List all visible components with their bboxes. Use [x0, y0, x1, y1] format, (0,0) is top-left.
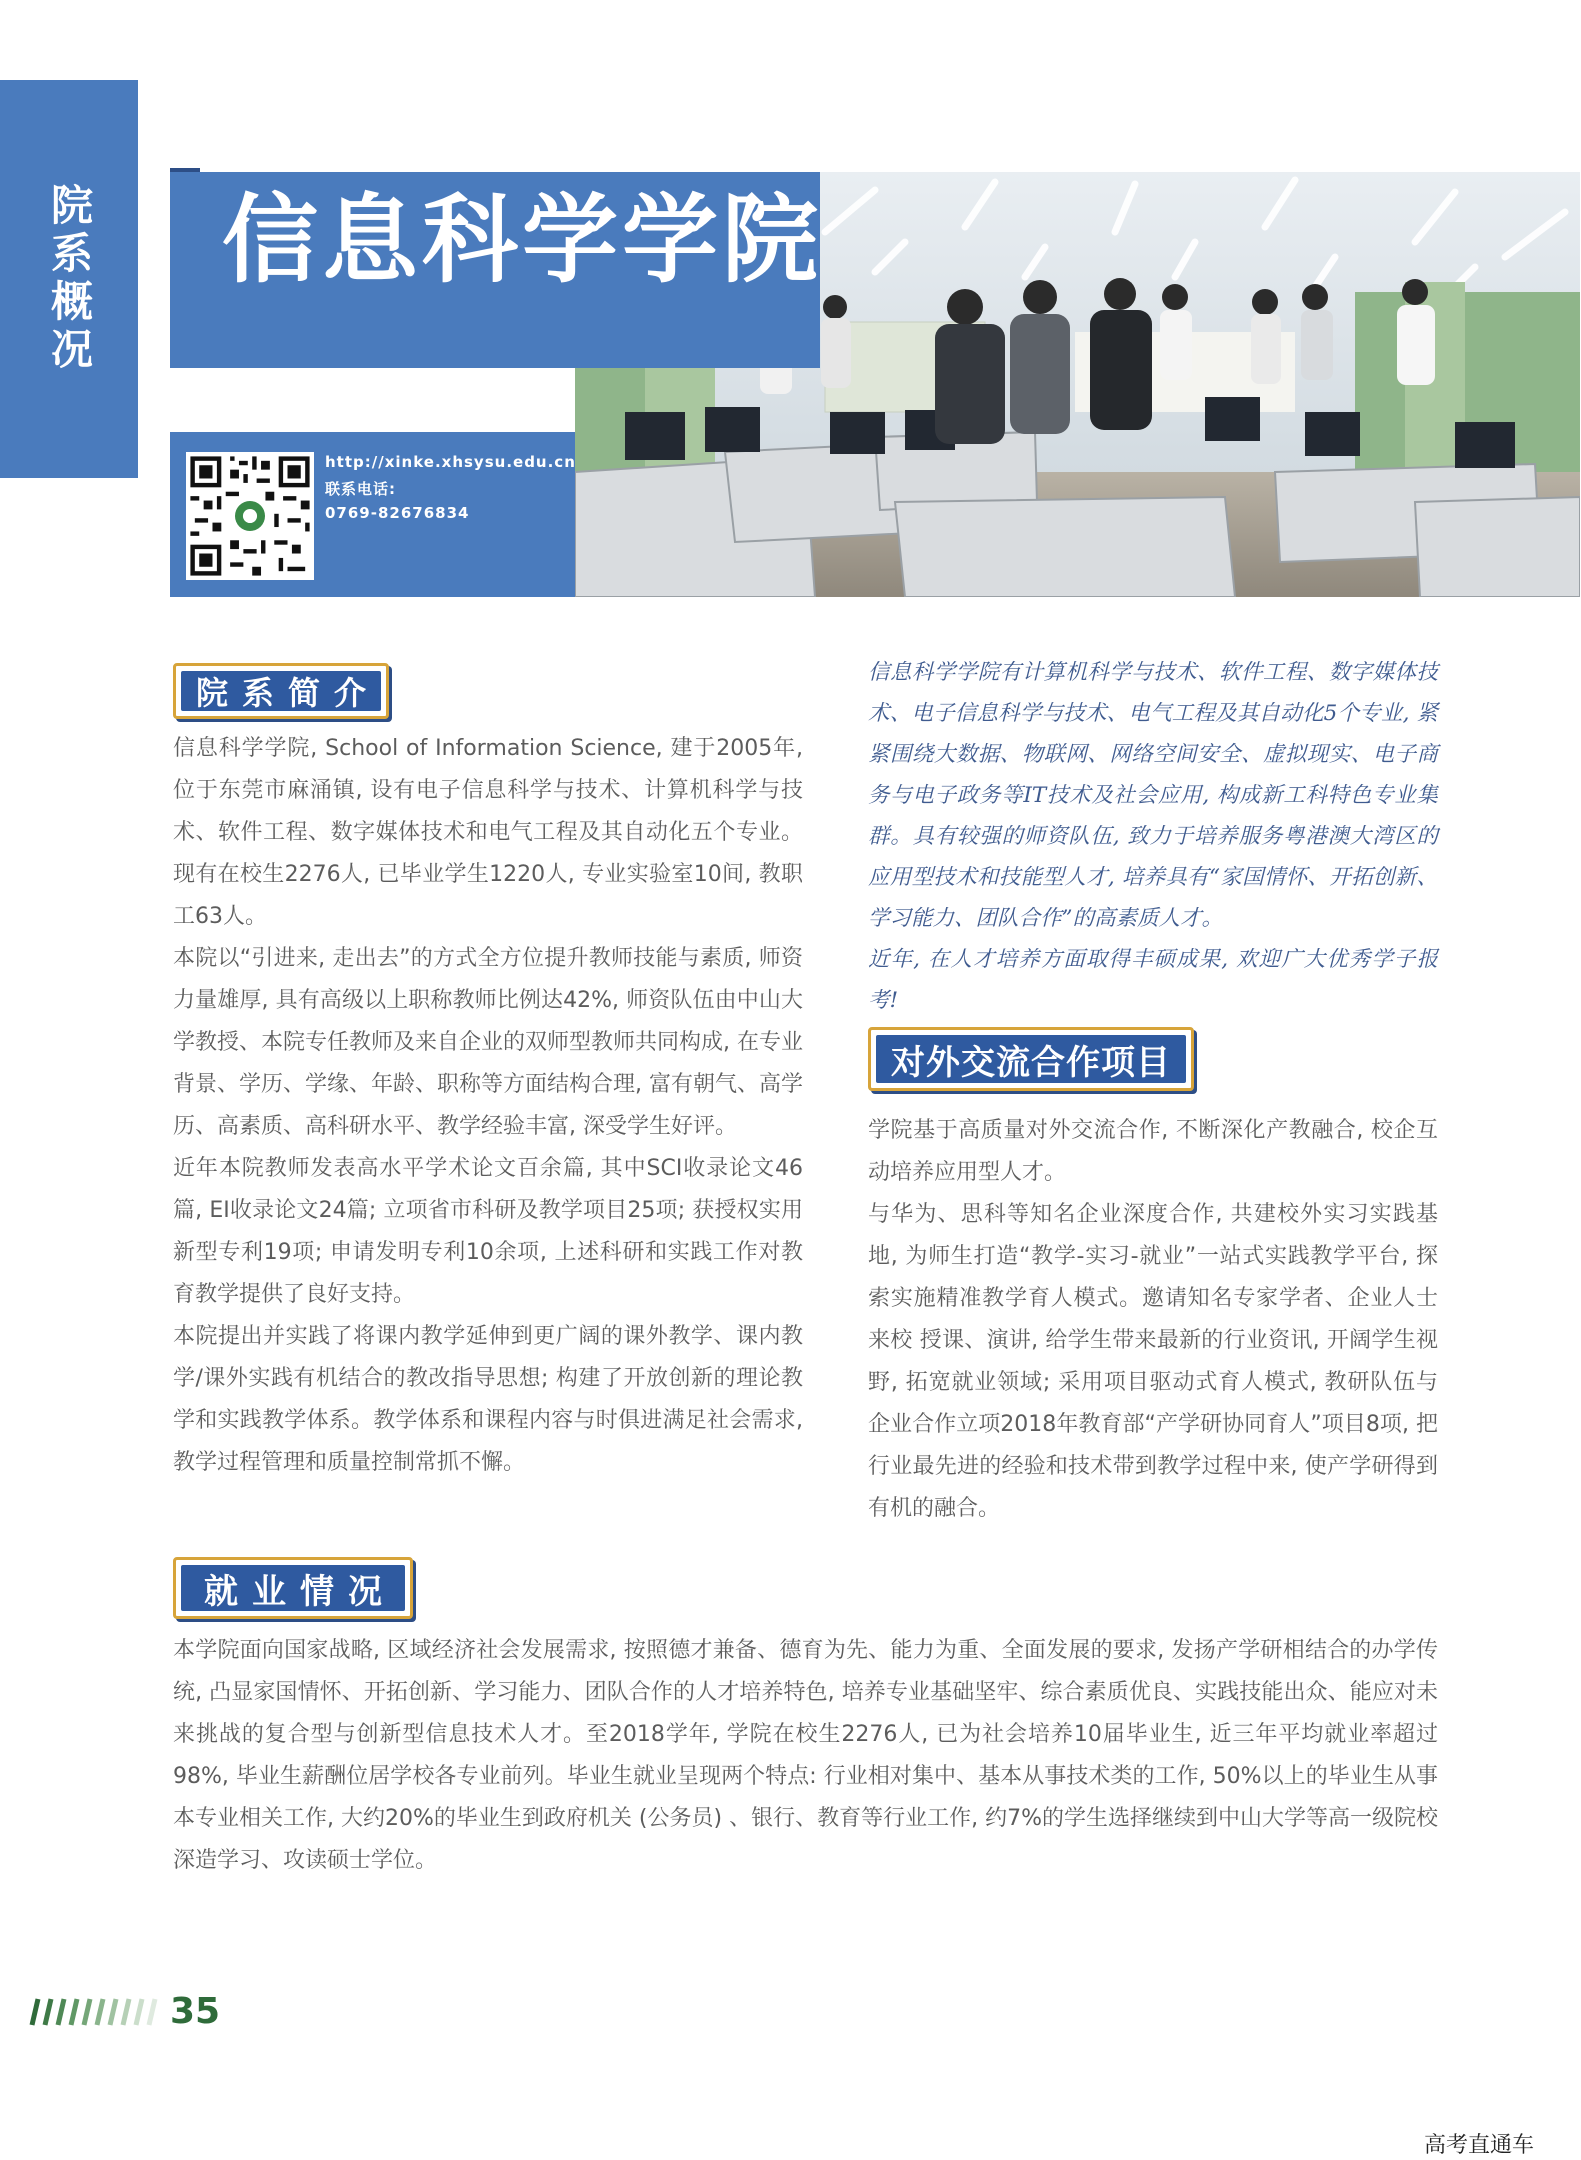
cooperation-paragraph-2: 与华为、思科等知名企业深度合作, 共建校外实习实践基地, 为师生打造“教学-实习-就业”一站式实践教学平台, 探索实施精准教学育人模式。邀请知名专家学者、企业人士来校 授课、演讲, 给学生带来最新的行业资讯, 开阔学生视野, 拓宽就业领域; 采用项目驱动式育人模式, 教研队伍与企业合作立项2018年教育部“产学研协同育人”项目8项, 把行业最先进的经验和技术带到教学过程中来, 使产学研得到有机的融合。	[868, 1202, 1438, 1521]
section-heading-intro-label: 院系简介	[181, 671, 381, 711]
employment-column	[173, 1630, 1438, 1882]
section-heading-cooperation	[868, 1027, 1194, 1091]
page-number: 35	[170, 1991, 221, 2032]
watermark: 高考直通车	[1424, 2133, 1535, 2158]
contact-phone-label: 联系电话:	[325, 480, 396, 498]
section-heading-intro	[173, 663, 389, 719]
section-heading-employment-label: 就业情况	[181, 1565, 405, 1611]
intro-continued-paragraph-1: 信息科学学院有计算机科学与技术、软件工程、数字媒体技术、电子信息科学与技术、电气工程及其自动化5个专业, 紧紧围绕大数据、物联网、网络空间安全、虚拟现实、电子商务与电子政务等IT技术及社会应用, 构成新工科特色专业集群。具有较强的师资队伍, 致力于培养服务粤港澳大湾区的应用型技术和技能型人才, 培养具有“家国情怀、开拓创新、学习能力、团队合作”的高素质人才。	[868, 660, 1438, 931]
cooperation-column	[868, 1110, 1438, 1530]
intro-continued-paragraph-2: 近年, 在人才培养方面取得丰硕成果, 欢迎广大优秀学子报考!	[868, 947, 1438, 1013]
page-stripes-decoration	[26, 1997, 164, 2027]
intro-continued-column	[868, 652, 1438, 1021]
intro-paragraph-4: 本院提出并实践了将课内教学延伸到更广阔的课外教学、课内教学/课外实践有机结合的教改指导思想; 构建了开放创新的理论教学和实践教学体系。教学体系和课程内容与时俱进满足社会需求, 教学过程管理和质量控制常抓不懈。	[173, 1324, 803, 1475]
intro-paragraph-2: 本院以“引进来, 走出去”的方式全方位提升教师技能与素质, 师资力量雄厚, 具有高级以上职称教师比例达42%, 师资队伍由中山大学教授、本院专任教师及来自企业的双师型教师共同构成, 在专业背景、学历、学缘、年龄、职称等方面结构合理, 富有朝气、高学历、高素质、高科研水平、教学经验丰富, 深受学生好评。	[173, 946, 803, 1139]
contact-phone: 0769-82676834	[325, 504, 470, 522]
employment-paragraph-1: 本学院面向国家战略, 区域经济社会发展需求, 按照德才兼备、德育为先、能力为重、全面发展的要求, 发扬产学研相结合的办学传统, 凸显家国情怀、开拓创新、学习能力、团队合作的人才培养特色, 培养专业基础坚牢、综合素质优良、实践技能出众、能应对未来挑战的复合型与创新型信息技术人才。至2018学年, 学院在校生2276人, 已为社会培养10届毕业生, 近三年平均就业率超过98%, 毕业生薪酬位居学校各专业前列。毕业生就业呈现两个特点: 行业相对集中、基本从事技术类的工作, 50%以上的毕业生从事本专业相关工作, 大约20%的毕业生到政府机关 (公务员) 、银行、教育等行业工作, 约7%的学生选择继续到中山大学等高一级院校深造学习、攻读硕士学位。	[173, 1638, 1438, 1873]
section-heading-employment	[173, 1557, 413, 1619]
intro-paragraph-1: 信息科学学院, School of Information Science, 建于2005年, 位于东莞市麻涌镇, 设有电子信息科学与技术、计算机科学与技术、软件工程、数字媒体技术和电气工程及其自动化五个专业。现有在校生2276人, 已毕业学生1220人, 专业实验室10间, 教职工63人。	[173, 736, 803, 929]
intro-column	[173, 728, 803, 1484]
qr-code-icon	[186, 452, 314, 580]
intro-paragraph-3: 近年本院教师发表高水平学术论文百余篇, 其中SCI收录论文46篇, EI收录论文24篇; 立项省市科研及教学项目25项; 获授权实用新型专利19项; 申请发明专利10余项, 上述科研和实践工作对教育教学提供了良好支持。	[173, 1156, 803, 1307]
cooperation-paragraph-1: 学院基于高质量对外交流合作, 不断深化产教融合, 校企互动培养应用型人才。	[868, 1118, 1438, 1185]
side-tab-label: 院系概况	[45, 183, 94, 375]
contact-url[interactable]: http://xinke.xhsysu.edu.cn	[325, 453, 576, 471]
section-heading-cooperation-label: 对外交流合作项目	[876, 1035, 1186, 1083]
page-title: 信息科学学院	[222, 184, 822, 296]
